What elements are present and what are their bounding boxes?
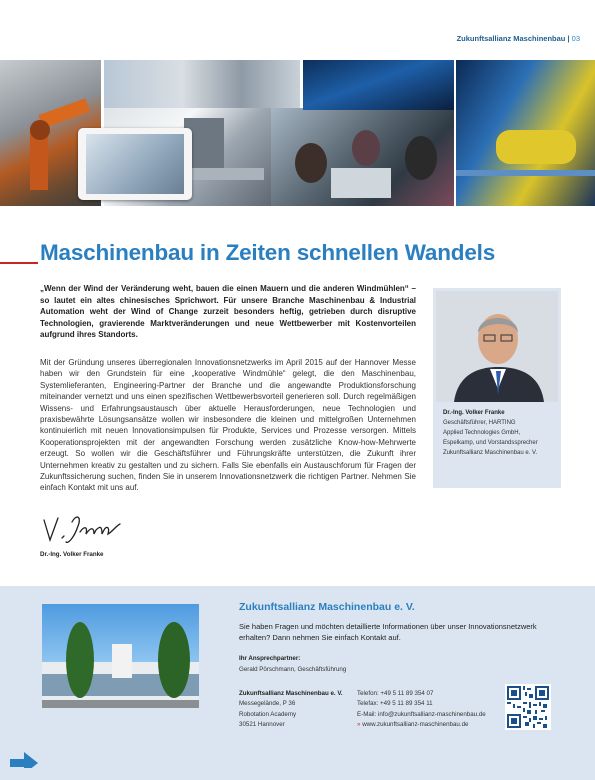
- author-role-line-3: Espelkamp, und Vorstandssprecher: [443, 440, 538, 446]
- link-arrow-icon: »: [357, 720, 361, 728]
- exhibition-crowd-photo: [104, 60, 300, 108]
- contact-box-text: Sie haben Fragen und möchten detaillierte Informationen über unser Innovationsnetzwerk erhalten? Dann nehmen Sie einfach Kontakt auf.: [239, 622, 537, 642]
- running-header: [457, 34, 580, 43]
- article-body: Mit der Gründung unseres überregionalen Innovationsnetzwerks im April 2015 auf der Hannover Messe haben wir den Grundstein für eine „kooperative Windmühle“ gelegt, die den Maschinenbau, Systemlieferanten, Engineering-Partner der Branche und die angewandte Produktionsforschung miteinander vernetzt und uns einen spezifischen Wettbewerbsvorteil generieren soll. Durch regelmäßigen Wissens- und Erfahrungsaustausch über aktuelle Herausforderungen, neue Technologien und praxisbewährte Lösungsansätze wollen wir insbesondere die kleinen und mittelgroßen Unternehmen kontinuierlich mit neuen Innovationsimpulsen für Produkte, Services und Prozesse versorgen. Mittels Kooperationsprojekten mit der angewandten Forschung werden zusätzliche Know-how-Mehrwerte erzeugt. So wollen wir die Geschäftsführer und Führungskräfte unterstützen, die Zukunft ihrer Unternehmen kreativ zu gestalten und zu sichern. Falls Sie ebenfalls ein Austauschforum für Fragen der Zukunftssicherung suchen, finden Sie in unserem Innovationsnetzwerk die richtigen Partner. Nehmen Sie einfach Kontakt mit uns auf.: [40, 358, 416, 493]
- phone-number: Telefon: +49 5 11 89 354 07: [357, 690, 434, 697]
- address-org: Zukunftsallianz Maschinenbau e. V.: [239, 690, 343, 697]
- page-number: 03: [571, 34, 580, 43]
- team-meeting-photo: [271, 108, 454, 206]
- qr-code[interactable]: [505, 684, 551, 730]
- tablet-screen: [86, 134, 184, 194]
- author-role-line-1: Geschäftsführer, HARTING: [443, 420, 516, 426]
- bottom-band: [0, 768, 595, 780]
- contact-person-name: Gerald Pörschmann, Geschäftsführung: [239, 666, 347, 673]
- meeting-people-illustration: [271, 108, 454, 206]
- contact-details: [357, 689, 486, 730]
- building-photo: [42, 604, 199, 708]
- qr-code-icon: [507, 686, 549, 728]
- tablet-photo: [78, 128, 192, 200]
- production-line-photo: [456, 60, 595, 206]
- contact-person-label: Ihr Ansprechpartner:: [239, 655, 301, 662]
- portrait-illustration: [436, 291, 558, 402]
- article-intro: „Wenn der Wind der Veränderung weht, bauen die einen Mauern und die anderen Windmühlen“ – so lautet ein altes chinesisches Sprichwort. Für unsere Branche Maschinenbau & Industrial Automation weht der Wind of Change zurzeit besonders heftig, getrieben durch disruptive Technologien, gravierende Marktveränderungen und neue Wettbewerber mit Kostenvorteilen aufgrund ihres Standorts.: [40, 284, 416, 340]
- address-city: 30521 Hannover: [239, 720, 285, 728]
- author-name: Dr.-Ing. Volker Franke: [443, 410, 505, 416]
- fax-number: Telefax: +49 5 11 89 354 11: [357, 700, 433, 708]
- author-info: [443, 408, 557, 458]
- postal-address: [239, 689, 343, 730]
- author-portrait: [436, 291, 558, 402]
- signer-name: Dr.-Ing. Volker Franke: [40, 551, 104, 558]
- author-role-line-4: Zukunftsallianz Maschinenbau e. V.: [443, 450, 538, 456]
- website-url[interactable]: www.zukunftsallianz-maschinenbau.de: [362, 720, 469, 728]
- article-title: Maschinenbau in Zeiten schnellen Wandels: [40, 240, 496, 265]
- website-link[interactable]: [357, 720, 486, 730]
- contact-box-title: Zukunftsallianz Maschinenbau e. V.: [239, 601, 415, 613]
- handwritten-signature: [42, 512, 122, 546]
- building-illustration: [42, 604, 199, 708]
- publication-name: Zukunftsallianz Maschinenbau: [456, 34, 566, 43]
- author-profile-card: [433, 288, 561, 488]
- blue-technology-photo: [303, 60, 454, 110]
- address-street: Messegelände, P 36: [239, 700, 296, 708]
- address-place: Robotation Academy: [239, 710, 297, 718]
- cylinder-illustration: [456, 60, 595, 206]
- title-accent-rule: [0, 262, 38, 264]
- author-role-line-2: Applied Technologies GmbH,: [443, 430, 521, 436]
- email-link[interactable]: E-Mail: info@zukunftsallianz-maschinenbau.de: [357, 710, 486, 718]
- header-separator: |: [567, 34, 570, 43]
